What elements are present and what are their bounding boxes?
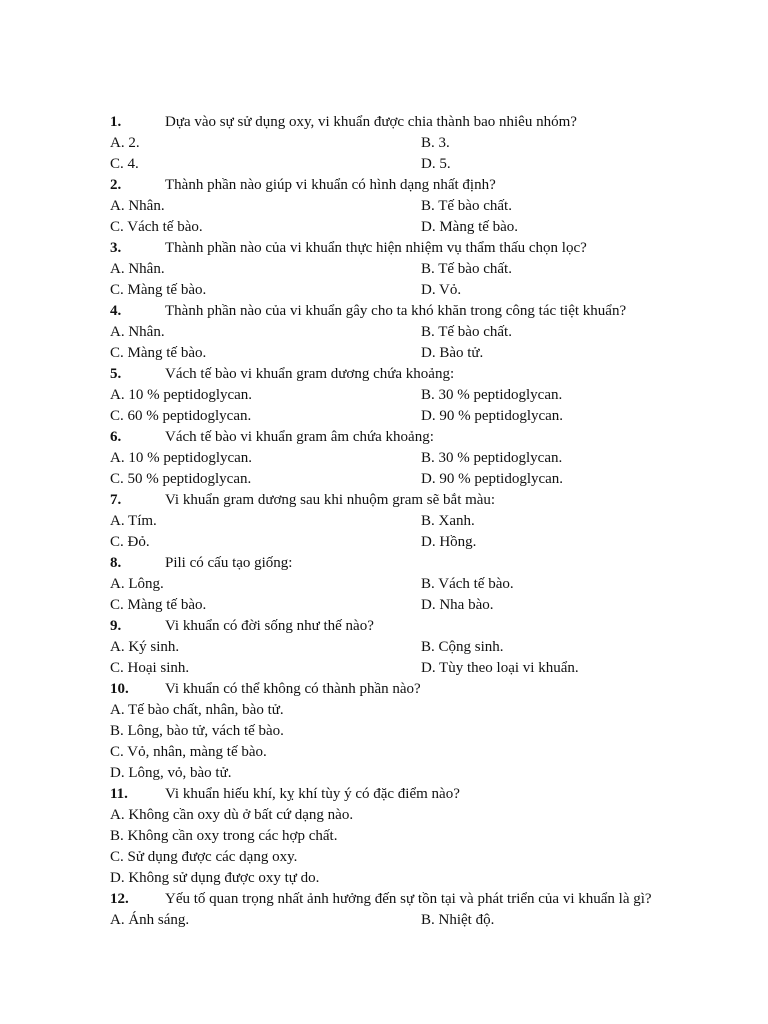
question-text: Vi khuẩn có đời sống như thế nào? (165, 618, 374, 634)
answer-option: A. Ký sinh. (110, 639, 180, 655)
question-header (110, 364, 695, 385)
question-number: 2. (110, 177, 122, 193)
answer-option: B. Tế bào chất. (421, 261, 512, 277)
question-11 (110, 784, 695, 889)
answer-option: C. 50 % peptidoglycan. (110, 471, 252, 487)
question-text: Thành phần nào giúp vi khuẩn có hình dạng nhất định? (165, 177, 496, 193)
answer-option: D. Hồng. (421, 534, 477, 550)
answer-option: D. 5. (421, 156, 451, 172)
answer-options (110, 574, 695, 616)
answer-options (110, 511, 695, 553)
answer-option: A. 2. (110, 135, 140, 151)
answer-option: C. Vách tế bào. (110, 219, 203, 235)
question-9 (110, 616, 695, 679)
question-header (110, 553, 695, 574)
answer-option: D. Vỏ. (421, 282, 462, 298)
answer-option: D. 90 % peptidoglycan. (421, 408, 564, 424)
question-4 (110, 301, 695, 364)
answer-option: A. 10 % peptidoglycan. (110, 387, 253, 403)
answer-option: D. 90 % peptidoglycan. (421, 471, 564, 487)
question-number: 9. (110, 618, 122, 634)
answer-options (110, 133, 695, 175)
question-header (110, 427, 695, 448)
question-3 (110, 238, 695, 301)
answer-option: B. 3. (421, 135, 450, 151)
question-10 (110, 679, 695, 784)
question-5 (110, 364, 695, 427)
question-8 (110, 553, 695, 616)
question-7 (110, 490, 695, 553)
answer-options (110, 910, 695, 931)
answer-option: D. Không sử dụng được oxy tự do. (110, 870, 320, 886)
exam-page (110, 112, 695, 931)
question-header (110, 679, 695, 700)
answer-option: A. 10 % peptidoglycan. (110, 450, 253, 466)
answer-option: C. Màng tế bào. (110, 282, 207, 298)
answer-option: A. Lông. (110, 576, 164, 592)
answer-option: C. Sử dụng được các dạng oxy. (110, 849, 298, 865)
answer-option: A. Không cần oxy dù ở bất cứ dạng nào. (110, 807, 354, 823)
question-header (110, 175, 695, 196)
question-text: Yếu tố quan trọng nhất ảnh hưởng đến sự tồn tại và phát triển của vi khuẩn là gì? (165, 891, 652, 907)
question-header (110, 301, 695, 322)
question-number: 7. (110, 492, 122, 508)
question-header (110, 889, 695, 910)
answer-option: D. Màng tế bào. (421, 219, 519, 235)
answer-option: D. Nha bào. (421, 597, 494, 613)
question-text: Vi khuẩn có thể không có thành phần nào? (165, 681, 421, 697)
answer-options (110, 700, 695, 784)
question-12 (110, 889, 695, 931)
question-number: 3. (110, 240, 122, 256)
answer-option: D. Lông, vỏ, bào tử. (110, 765, 232, 781)
answer-option: C. Hoại sinh. (110, 660, 190, 676)
answer-option: C. Màng tế bào. (110, 345, 207, 361)
answer-option: B. 30 % peptidoglycan. (421, 387, 563, 403)
answer-option: B. Nhiệt độ. (421, 912, 495, 928)
answer-options (110, 805, 695, 889)
answer-options (110, 385, 695, 427)
answer-option: A. Tím. (110, 513, 157, 529)
answer-option: A. Nhân. (110, 324, 165, 340)
question-header (110, 616, 695, 637)
question-number: 11. (110, 786, 128, 802)
answer-options (110, 322, 695, 364)
answer-option: C. 4. (110, 156, 139, 172)
question-number: 6. (110, 429, 122, 445)
answer-option: D. Tùy theo loại vi khuẩn. (421, 660, 579, 676)
answer-option: B. Tế bào chất. (421, 324, 512, 340)
answer-option: C. Màng tế bào. (110, 597, 207, 613)
question-number: 10. (110, 681, 129, 697)
answer-option: B. 30 % peptidoglycan. (421, 450, 563, 466)
question-number: 5. (110, 366, 122, 382)
answer-option: C. 60 % peptidoglycan. (110, 408, 252, 424)
answer-option: D. Bào tử. (421, 345, 484, 361)
question-number: 8. (110, 555, 122, 571)
answer-option: A. Tế bào chất, nhân, bào tử. (110, 702, 284, 718)
answer-option: B. Cộng sinh. (421, 639, 504, 655)
answer-option: B. Tế bào chất. (421, 198, 512, 214)
question-6 (110, 427, 695, 490)
answer-option: A. Ánh sáng. (110, 912, 190, 928)
answer-option: A. Nhân. (110, 261, 165, 277)
question-1 (110, 112, 695, 175)
answer-option: A. Nhân. (110, 198, 165, 214)
question-2 (110, 175, 695, 238)
answer-option: B. Vách tế bào. (421, 576, 514, 592)
answer-options (110, 637, 695, 679)
answer-option: B. Không cần oxy trong các hợp chất. (110, 828, 338, 844)
question-text: Vi khuẩn gram dương sau khi nhuộm gram sẽ bắt màu: (165, 492, 496, 508)
question-header (110, 112, 695, 133)
question-text: Vách tế bào vi khuẩn gram dương chứa khoảng: (165, 366, 455, 382)
question-number: 4. (110, 303, 122, 319)
question-header (110, 490, 695, 511)
answer-options (110, 196, 695, 238)
question-header (110, 784, 695, 805)
answer-options (110, 259, 695, 301)
question-number: 12. (110, 891, 129, 907)
question-text: Vi khuẩn hiếu khí, kỵ khí tùy ý có đặc điểm nào? (165, 786, 460, 802)
question-header (110, 238, 695, 259)
answer-option: B. Lông, bào tử, vách tế bào. (110, 723, 284, 739)
answer-option: B. Xanh. (421, 513, 475, 529)
question-text: Thành phần nào của vi khuẩn thực hiện nhiệm vụ thẩm thấu chọn lọc? (165, 240, 587, 256)
question-number: 1. (110, 114, 122, 130)
question-text: Thành phần nào của vi khuẩn gây cho ta khó khăn trong công tác tiệt khuẩn? (165, 303, 627, 319)
answer-options (110, 448, 695, 490)
question-text: Pili có cấu tạo giống: (165, 555, 293, 571)
answer-option: C. Đỏ. (110, 534, 150, 550)
answer-option: C. Vỏ, nhân, màng tế bào. (110, 744, 267, 760)
question-text: Vách tế bào vi khuẩn gram âm chứa khoảng: (165, 429, 434, 445)
question-text: Dựa vào sự sử dụng oxy, vi khuẩn được chia thành bao nhiêu nhóm? (165, 114, 577, 130)
